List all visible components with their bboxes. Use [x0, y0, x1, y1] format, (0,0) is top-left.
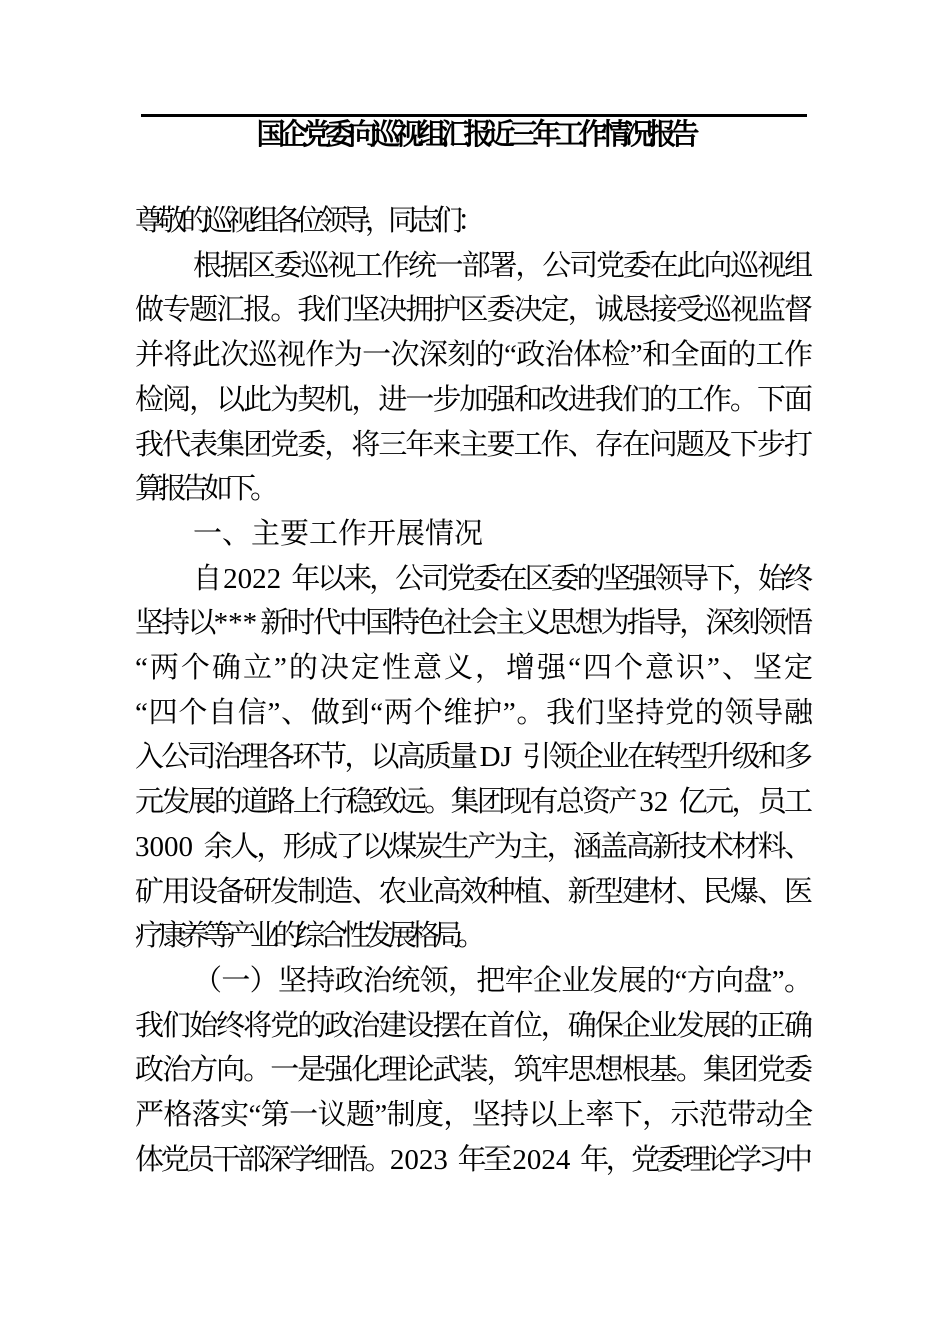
- salutation-line: 尊敬的巡视组各位领导，同志们：: [135, 205, 481, 237]
- paragraph-line: （一）坚持政治统领，把牢企业发展的“方向盘”。: [193, 964, 807, 997]
- paragraph-line: 3000 余人，形成了以煤炭生产为主，涵盖高新技术材料、: [135, 830, 807, 863]
- paragraph-line: 体党员干部深学细悟。2023 年至 2024 年，党委理论学习中: [135, 1143, 807, 1176]
- latin-run: 32: [639, 786, 679, 819]
- paragraph-line: 根据区委巡视工作统一部署，公司党委在此向巡视组: [193, 249, 807, 282]
- paragraph-line: 严格落实“第一议题”制度，坚持以上率下，示范带动全: [135, 1099, 807, 1132]
- paragraph-line: “四个自信”、做到“两个维护”。我们坚持党的领导融: [135, 696, 807, 729]
- latin-run: DJ: [479, 741, 523, 774]
- latin-run: ***: [213, 607, 258, 640]
- heading-line: 一、主要工作开展情况: [193, 517, 484, 550]
- paragraph-line: 自 2022 年以来，公司党委在区委的坚强领导下，始终: [193, 562, 807, 595]
- paragraph-line: 政治方向。一是强化理论武装，筑牢思想根基。集团党委: [135, 1054, 807, 1087]
- document-body: [135, 199, 807, 1182]
- paragraph-line: 我代表集团党委，将三年来主要工作、存在问题及下步打: [135, 428, 807, 461]
- paragraph-line: 做专题汇报。我们坚决拥护区委决定，诚恳接受巡视监督: [135, 294, 807, 327]
- latin-run: 2024: [512, 1143, 581, 1176]
- paragraph-line: 元发展的道路上行稳致远。集团现有总资产 32 亿元，员工: [135, 786, 807, 819]
- paragraph-line: 我们始终将党的政治建设摆在首位，确保企业发展的正确: [135, 1009, 807, 1042]
- paragraph-line: “两个确立”的决定性意义，增强“四个意识”、坚定: [135, 652, 807, 685]
- paragraph-line: 入公司治理各环节，以高质量 DJ 引领企业在转型升级和多: [135, 741, 807, 774]
- latin-run: 2023: [389, 1143, 458, 1176]
- paragraph-line: 疗康养等产业的综合性发展格局。: [135, 920, 481, 953]
- paragraph-line: 矿用设备研发制造、农业高效种植、新型建材、民爆、医: [135, 875, 807, 908]
- latin-run: 2022: [223, 562, 292, 595]
- document-title: 国企党委向巡视组汇报近三年工作情况报告: [256, 119, 694, 151]
- paragraph-line: 检阅，以此为契机，进一步加强和改进我们的工作。下面: [135, 383, 807, 416]
- paragraph-line: 并将此次巡视作为一次深刻的“政治体检”和全面的工作: [135, 339, 807, 372]
- paragraph-line: 算报告如下。: [135, 473, 274, 506]
- paragraph-line: 坚持以***新时代中国特色社会主义思想为指导，深刻领悟: [135, 607, 807, 640]
- latin-run: 3000: [135, 830, 204, 863]
